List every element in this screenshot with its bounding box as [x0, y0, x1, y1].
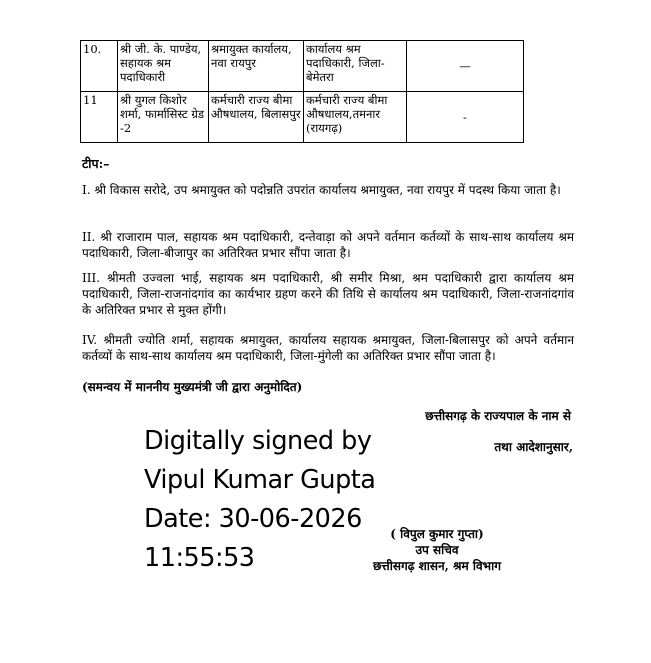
name-cell: श्री युगल किशोर शर्मा, फार्मासिस्ट ग्रेड -2	[118, 92, 209, 143]
name-cell: श्री जी. के. पाण्डेय, सहायक श्रम पदाधिकारी	[118, 41, 209, 92]
governor-line: छत्तीसगढ़ के राज्यपाल के नाम से	[425, 409, 571, 423]
to-office-cell: कर्मचारी राज्य बीमा औषधालय,तमनार (रायगढ़)	[304, 92, 407, 143]
note-item: II. श्री राजाराम पाल, सहायक श्रम पदाधिकारी, दन्तेवाड़ा को अपने वर्तमान कर्तव्यों के साथ-साथ कार्यालय श्रम पदाधिकारी, जिला-बीजापुर का अतिरिक्त प्रभार सौंपा जाता है।	[82, 230, 574, 260]
signatory-block	[362, 526, 512, 574]
signatory-department: छत्तीसगढ़ शासन, श्रम विभाग	[373, 559, 501, 573]
approval-note: (समन्वय में माननीय मुख्यमंत्री जी द्वारा अनुमोदित)	[82, 380, 303, 394]
digital-signature-line: 11:55:53	[144, 543, 255, 573]
order-line: तथा आदेशानुसार,	[494, 440, 573, 454]
from-office-cell: कर्मचारी राज्य बीमा औषधालय, बिलासपुर	[209, 92, 304, 143]
remark-cell: -	[407, 92, 524, 143]
remark-cell: —	[407, 41, 524, 92]
signatory-designation: उप सचिव	[415, 543, 459, 557]
digital-signature-line: Vipul Kumar Gupta	[144, 465, 376, 495]
digital-signature-line: Digitally signed by	[144, 426, 372, 456]
note-item: IV. श्रीमती ज्योति शर्मा, सहायक श्रमायुक्त, कार्यालय सहायक श्रमायुक्त, जिला-बिलासपुर को अपने वर्तमान कर्तव्यों के साथ-साथ कार्यालय श्रम पदाधिकारी, जिला-मुंगेली का अतिरिक्त प्रभार सौंपा जाता है।	[82, 333, 574, 363]
table-row	[81, 41, 524, 92]
serial-cell: 10.	[81, 41, 118, 92]
digital-signature-stamp	[144, 422, 375, 578]
to-office-cell: कार्यालय श्रम पदाधिकारी, जिला-बेमेतरा	[304, 41, 407, 92]
table-row	[81, 92, 524, 143]
notes-heading: टीप:–	[82, 156, 110, 171]
signatory-name: ( विपुल कुमार गुप्ता)	[390, 527, 484, 541]
transfer-table	[80, 40, 524, 143]
note-item: I. श्री विकास सरोदे, उप श्रमायुक्त को पदोन्नति उपरांत कार्यालय श्रमायुक्त, नवा रायपुर में पदस्थ किया जाता है।	[82, 183, 561, 197]
digital-signature-line: Date: 30-06-2026	[144, 504, 362, 534]
note-item: III. श्रीमती उज्वला भाई, सहायक श्रम पदाधिकारी, श्री समीर मिश्रा, श्रम पदाधिकारी द्वारा कार्यालय श्रम पदाधिकारी, जिला-राजनांदगांव का कार्यभार ग्रहण करने की तिथि से कार्यालय श्रम पदाधिकारी, जिला-राजनांदगांव के अतिरिक्त प्रभार से मुक्त होंगी।	[82, 271, 574, 317]
serial-cell: 11	[81, 92, 118, 143]
from-office-cell: श्रमायुक्त कार्यालय, नवा रायपुर	[209, 41, 304, 92]
